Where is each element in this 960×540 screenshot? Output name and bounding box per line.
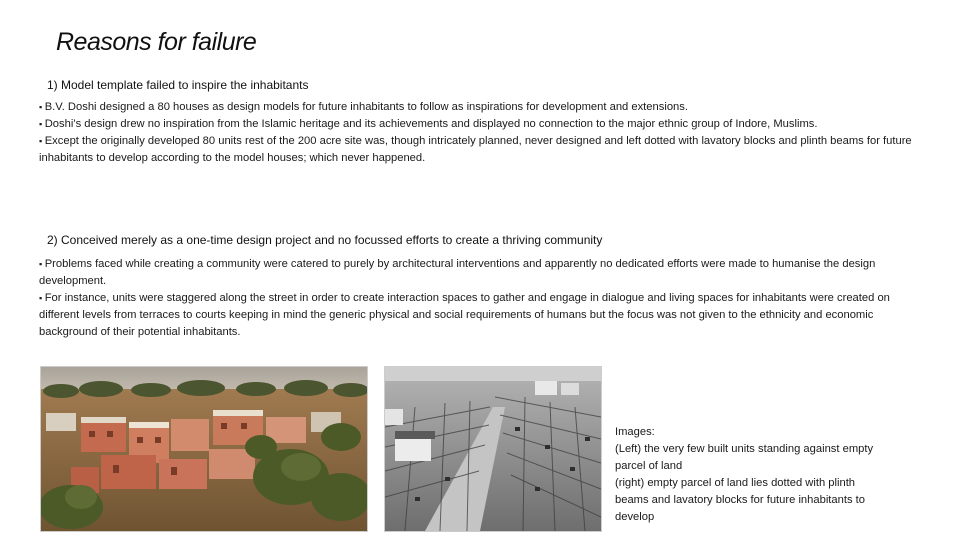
section-2-heading: 2) Conceived merely as a one-time design project and no focussed efforts to create a thriving community — [47, 233, 603, 247]
caption-line: beams and lavatory blocks for future inhabitants to — [615, 494, 865, 506]
caption-line: (right) empty parcel of land lies dotted with plinth — [615, 477, 856, 489]
section-1-heading: 1) Model template failed to inspire the inhabitants — [47, 78, 309, 92]
bullet-item: ▪ For instance, units were staggered along the street in order to create interaction spaces to gather and engage in dialogue and living spaces for inhabitants were created on different levels from terraces to courts keeping in mind the generic physical and social requirements of humans but the focus was not given to the ethnicity and economic background of their potential inhabitants. — [39, 290, 929, 341]
photo-built-units — [40, 366, 368, 532]
bullet-item: ▪ Problems faced while creating a community were catered to purely by architectural interventions and apparently no dedicated efforts were made to humanise the design development. — [39, 256, 929, 290]
bullet-item: ▪ Doshi’s design drew no inspiration from the Islamic heritage and its achievements and displayed no connection to the major ethnic group of Indore, Muslims. — [39, 116, 929, 133]
bullet-item: ▪ B.V. Doshi designed a 80 houses as design models for future inhabitants to follow as inspirations for development and extensions. — [39, 99, 929, 116]
caption-line: parcel of land — [615, 460, 683, 472]
bullet-item: ▪ Except the originally developed 80 units rest of the 200 acre site was, though intricately planned, never designed and left dotted with lavatory blocks and plinth beams for future inhabitants to develop according to the model houses; which never happened. — [39, 133, 929, 167]
image-caption — [615, 424, 935, 526]
photo-empty-plots — [384, 366, 602, 532]
caption-line: (Left) the very few built units standing against empty — [615, 443, 874, 455]
caption-line: develop — [615, 511, 655, 523]
slide-title: Reasons for failure — [56, 28, 257, 56]
section-1-bullets — [39, 99, 929, 167]
section-2-bullets — [39, 256, 929, 341]
caption-line: Images: — [615, 426, 655, 438]
